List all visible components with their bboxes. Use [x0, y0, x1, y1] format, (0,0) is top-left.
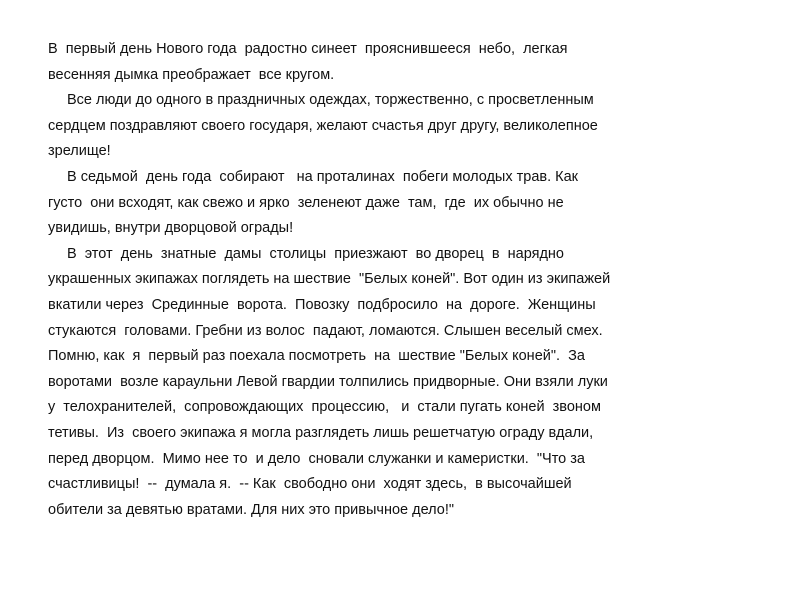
- text-line: увидишь, внутри дворцовой ограды!: [48, 220, 294, 237]
- text-line: вкатили через Срединные ворота. Повозку подбросило на дороге. Женщины: [48, 296, 596, 313]
- paragraph-3: [48, 165, 758, 242]
- text-line: Помню, как я первый раз поехала посмотреть на шествие "Белых коней". За: [48, 348, 585, 365]
- text-line: стукаются головами. Гребни из волос падают, ломаются. Слышен веселый смех.: [48, 322, 603, 339]
- text-line: воротами возле караульни Левой гвардии толпились придворные. Они взяли луки: [48, 373, 608, 390]
- paragraph-4: [48, 242, 758, 524]
- text-line: Все люди до одного в праздничных одеждах, торжественно, с просветленным: [67, 92, 594, 109]
- text-line: В первый день Нового года радостно синеет прояснившееся небо, легкая: [48, 41, 568, 57]
- text-line: густо они всходят, как свежо и ярко зеленеют даже там, где их обычно не: [48, 194, 564, 211]
- text-line: В седьмой день года собирают на проталинах побеги молодых трав. Как: [67, 168, 579, 185]
- document-text: [48, 37, 758, 523]
- text-line: счастливицы! -- думала я. -- Как свободно они ходят здесь, в высочайшей: [48, 476, 572, 493]
- text-line: тетивы. Из своего экипажа я могла разглядеть лишь решетчатую ограду вдали,: [48, 424, 594, 441]
- text-line: обители за девятью вратами. Для них это привычное дело!": [48, 501, 455, 518]
- paragraph-2: [48, 88, 758, 165]
- text-line: перед дворцом. Мимо нее то и дело сновали служанки и камеристки. "Что за: [48, 450, 585, 467]
- text-line: сердцем поздравляют своего государя, желают счастья друг другу, великолепное: [48, 117, 598, 134]
- paragraph-1: [48, 37, 758, 88]
- text-line: зрелище!: [48, 143, 111, 160]
- text-line: весенняя дымка преображает все кругом.: [48, 66, 335, 83]
- text-line: у телохранителей, сопровождающих процессию, и стали пугать коней звоном: [48, 399, 601, 416]
- text-line: украшенных экипажах поглядеть на шествие "Белых коней". Вот один из экипажей: [48, 271, 611, 288]
- text-line: В этот день знатные дамы столицы приезжают во дворец в нарядно: [67, 245, 564, 262]
